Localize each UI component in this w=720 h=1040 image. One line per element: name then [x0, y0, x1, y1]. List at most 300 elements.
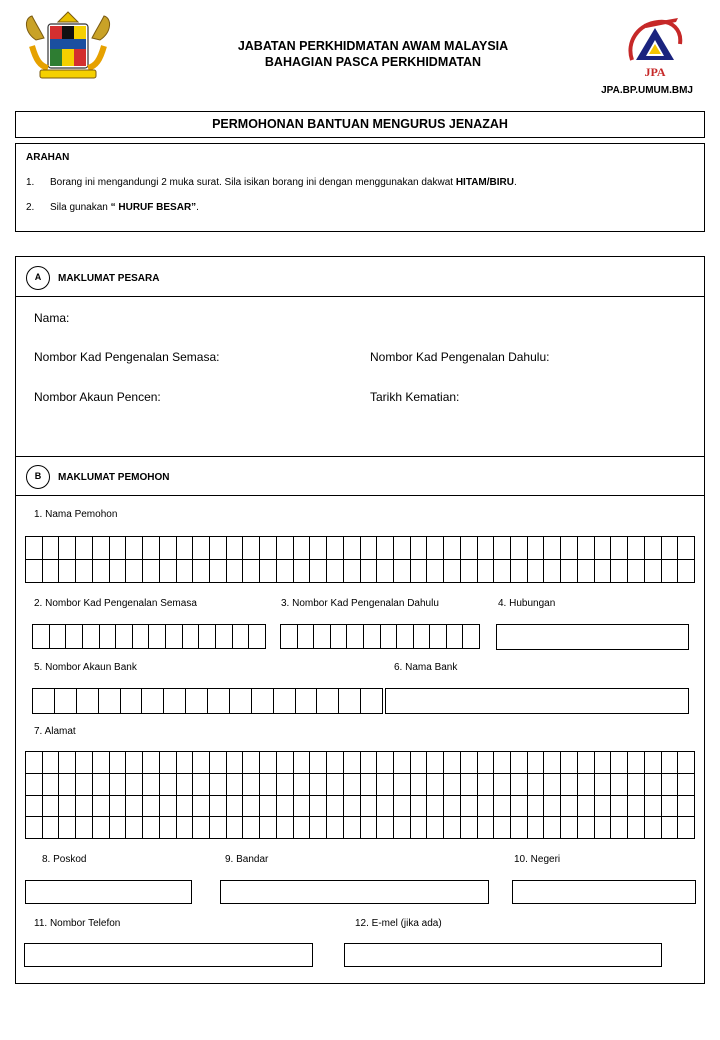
char-box[interactable]: [210, 752, 227, 774]
char-box[interactable]: [561, 774, 578, 796]
char-box[interactable]: [26, 817, 43, 839]
char-box[interactable]: [444, 752, 461, 774]
char-box[interactable]: [227, 796, 244, 818]
char-box[interactable]: [59, 537, 76, 560]
char-box[interactable]: [294, 817, 311, 839]
char-box[interactable]: [628, 796, 645, 818]
char-box[interactable]: [361, 796, 378, 818]
char-box[interactable]: [227, 817, 244, 839]
char-box[interactable]: [110, 817, 127, 839]
char-box[interactable]: [528, 774, 545, 796]
char-box[interactable]: [298, 625, 315, 649]
char-box[interactable]: [377, 817, 394, 839]
char-box[interactable]: [59, 796, 76, 818]
char-box[interactable]: [193, 537, 210, 560]
char-box[interactable]: [628, 560, 645, 583]
char-box[interactable]: [344, 560, 361, 583]
char-box[interactable]: [277, 817, 294, 839]
char-box[interactable]: [233, 625, 250, 649]
char-box[interactable]: [331, 625, 348, 649]
char-box[interactable]: [310, 537, 327, 560]
char-box[interactable]: [177, 537, 194, 560]
char-box[interactable]: [511, 774, 528, 796]
char-box[interactable]: [126, 752, 143, 774]
char-box[interactable]: [296, 689, 318, 714]
char-box[interactable]: [93, 752, 110, 774]
char-box[interactable]: [595, 796, 612, 818]
char-box[interactable]: [444, 774, 461, 796]
char-box[interactable]: [578, 796, 595, 818]
char-box[interactable]: [277, 560, 294, 583]
char-box[interactable]: [260, 817, 277, 839]
char-box[interactable]: [463, 625, 480, 649]
char-box[interactable]: [678, 560, 695, 583]
char-box[interactable]: [310, 560, 327, 583]
char-box[interactable]: [461, 774, 478, 796]
char-box[interactable]: [142, 689, 164, 714]
telefon-input[interactable]: [24, 943, 313, 967]
char-box[interactable]: [662, 796, 679, 818]
char-box[interactable]: [377, 752, 394, 774]
char-box[interactable]: [216, 625, 233, 649]
char-box[interactable]: [344, 796, 361, 818]
nama-pemohon-grid[interactable]: [25, 536, 695, 583]
char-box[interactable]: [447, 625, 464, 649]
char-box[interactable]: [427, 817, 444, 839]
char-box[interactable]: [310, 774, 327, 796]
char-box[interactable]: [227, 560, 244, 583]
char-box[interactable]: [478, 796, 495, 818]
char-box[interactable]: [277, 796, 294, 818]
char-box[interactable]: [595, 537, 612, 560]
char-box[interactable]: [662, 774, 679, 796]
char-box[interactable]: [50, 625, 67, 649]
negeri-input[interactable]: [512, 880, 696, 904]
char-box[interactable]: [59, 774, 76, 796]
char-box[interactable]: [394, 817, 411, 839]
char-box[interactable]: [361, 560, 378, 583]
char-box[interactable]: [260, 774, 277, 796]
char-box[interactable]: [110, 537, 127, 560]
char-box[interactable]: [364, 625, 381, 649]
char-box[interactable]: [444, 537, 461, 560]
char-box[interactable]: [126, 774, 143, 796]
char-box[interactable]: [43, 796, 60, 818]
char-box[interactable]: [377, 537, 394, 560]
char-box[interactable]: [611, 774, 628, 796]
char-box[interactable]: [110, 796, 127, 818]
ic-semasa-label: Nombor Kad Pengenalan Semasa:: [34, 350, 220, 364]
ic-dahulu-grid[interactable]: [280, 624, 480, 649]
char-box[interactable]: [377, 796, 394, 818]
char-box[interactable]: [281, 625, 298, 649]
char-box[interactable]: [210, 796, 227, 818]
char-box[interactable]: [561, 817, 578, 839]
char-box[interactable]: [494, 774, 511, 796]
emel-input[interactable]: [344, 943, 662, 967]
char-box[interactable]: [544, 796, 561, 818]
char-box[interactable]: [411, 817, 428, 839]
char-box[interactable]: [511, 796, 528, 818]
char-box[interactable]: [327, 774, 344, 796]
department-name: JABATAN PERKHIDMATAN AWAM MALAYSIA: [237, 39, 509, 53]
char-box[interactable]: [260, 537, 277, 560]
char-box[interactable]: [511, 560, 528, 583]
char-box[interactable]: [595, 774, 612, 796]
char-box[interactable]: [645, 752, 662, 774]
char-box[interactable]: [430, 625, 447, 649]
char-box[interactable]: [595, 752, 612, 774]
char-box[interactable]: [59, 752, 76, 774]
char-box[interactable]: [628, 752, 645, 774]
char-box[interactable]: [561, 796, 578, 818]
char-box[interactable]: [99, 689, 121, 714]
char-box[interactable]: [274, 689, 296, 714]
char-box[interactable]: [160, 774, 177, 796]
char-box[interactable]: [93, 796, 110, 818]
char-box[interactable]: [294, 752, 311, 774]
char-box[interactable]: [544, 752, 561, 774]
char-box[interactable]: [208, 689, 230, 714]
char-box[interactable]: [166, 625, 183, 649]
char-box[interactable]: [160, 817, 177, 839]
char-box[interactable]: [528, 752, 545, 774]
char-box[interactable]: [327, 796, 344, 818]
char-box[interactable]: [628, 817, 645, 839]
char-box[interactable]: [361, 689, 383, 714]
char-box[interactable]: [494, 817, 511, 839]
char-box[interactable]: [394, 796, 411, 818]
char-box[interactable]: [193, 817, 210, 839]
char-box[interactable]: [133, 625, 150, 649]
char-box[interactable]: [227, 537, 244, 560]
char-box[interactable]: [143, 796, 160, 818]
char-box[interactable]: [160, 537, 177, 560]
char-box[interactable]: [411, 560, 428, 583]
char-box[interactable]: [193, 796, 210, 818]
char-box[interactable]: [561, 560, 578, 583]
char-box[interactable]: [347, 625, 364, 649]
char-box[interactable]: [277, 774, 294, 796]
form-title: PERMOHONAN BANTUAN MENGURUS JENAZAH: [15, 111, 705, 138]
char-box[interactable]: [461, 560, 478, 583]
char-box[interactable]: [230, 689, 252, 714]
char-box[interactable]: [511, 817, 528, 839]
char-box[interactable]: [544, 537, 561, 560]
char-box[interactable]: [344, 752, 361, 774]
char-box[interactable]: [177, 774, 194, 796]
char-box[interactable]: [411, 752, 428, 774]
char-box[interactable]: [243, 796, 260, 818]
char-box[interactable]: [76, 774, 93, 796]
division-name: BAHAGIAN PASCA PERKHIDMATAN: [264, 55, 482, 69]
char-box[interactable]: [377, 774, 394, 796]
char-box[interactable]: [314, 625, 331, 649]
char-box[interactable]: [277, 752, 294, 774]
char-box[interactable]: [411, 537, 428, 560]
char-box[interactable]: [277, 537, 294, 560]
char-box[interactable]: [164, 689, 186, 714]
char-box[interactable]: [427, 560, 444, 583]
char-box[interactable]: [126, 796, 143, 818]
char-box[interactable]: [611, 796, 628, 818]
char-box[interactable]: [199, 625, 216, 649]
char-box[interactable]: [227, 752, 244, 774]
char-box[interactable]: [528, 537, 545, 560]
char-box[interactable]: [678, 796, 695, 818]
char-box[interactable]: [361, 817, 378, 839]
char-box[interactable]: [544, 774, 561, 796]
char-box[interactable]: [444, 796, 461, 818]
char-box[interactable]: [77, 689, 99, 714]
char-box[interactable]: [143, 537, 160, 560]
char-box[interactable]: [26, 774, 43, 796]
char-box[interactable]: [126, 817, 143, 839]
char-box[interactable]: [177, 817, 194, 839]
char-box[interactable]: [628, 537, 645, 560]
char-box[interactable]: [177, 796, 194, 818]
poskod-input[interactable]: [25, 880, 192, 904]
char-box[interactable]: [210, 537, 227, 560]
char-box[interactable]: [160, 752, 177, 774]
char-box[interactable]: [377, 560, 394, 583]
char-box[interactable]: [461, 817, 478, 839]
char-box[interactable]: [294, 560, 311, 583]
char-box[interactable]: [260, 560, 277, 583]
char-box[interactable]: [595, 560, 612, 583]
char-box[interactable]: [511, 537, 528, 560]
char-box[interactable]: [678, 817, 695, 839]
char-box[interactable]: [243, 774, 260, 796]
char-box[interactable]: [143, 817, 160, 839]
char-box[interactable]: [361, 537, 378, 560]
char-box[interactable]: [252, 689, 274, 714]
bandar-input[interactable]: [220, 880, 489, 904]
char-box[interactable]: [93, 817, 110, 839]
char-box[interactable]: [210, 560, 227, 583]
char-box[interactable]: [444, 560, 461, 583]
char-box[interactable]: [193, 560, 210, 583]
char-box[interactable]: [26, 560, 43, 583]
char-box[interactable]: [160, 560, 177, 583]
char-box[interactable]: [645, 560, 662, 583]
char-box[interactable]: [126, 560, 143, 583]
char-box[interactable]: [662, 560, 679, 583]
char-box[interactable]: [327, 752, 344, 774]
char-box[interactable]: [645, 796, 662, 818]
char-box[interactable]: [243, 560, 260, 583]
char-box[interactable]: [327, 560, 344, 583]
emel-label: 12. E-mel (jika ada): [355, 918, 442, 929]
char-box[interactable]: [210, 774, 227, 796]
char-box[interactable]: [578, 752, 595, 774]
char-box[interactable]: [544, 560, 561, 583]
char-box[interactable]: [177, 560, 194, 583]
char-box[interactable]: [43, 817, 60, 839]
char-box[interactable]: [511, 752, 528, 774]
akaun-bank-grid[interactable]: [32, 688, 383, 714]
char-box[interactable]: [478, 817, 495, 839]
char-box[interactable]: [528, 796, 545, 818]
char-box[interactable]: [381, 625, 398, 649]
char-box[interactable]: [394, 560, 411, 583]
char-box[interactable]: [339, 689, 361, 714]
char-box[interactable]: [210, 817, 227, 839]
char-box[interactable]: [578, 817, 595, 839]
char-box[interactable]: [494, 752, 511, 774]
char-box[interactable]: [260, 796, 277, 818]
char-box[interactable]: [645, 537, 662, 560]
char-box[interactable]: [33, 689, 55, 714]
char-box[interactable]: [327, 817, 344, 839]
char-box[interactable]: [494, 796, 511, 818]
char-box[interactable]: [478, 752, 495, 774]
char-box[interactable]: [126, 537, 143, 560]
char-box[interactable]: [427, 774, 444, 796]
char-box[interactable]: [26, 796, 43, 818]
char-box[interactable]: [186, 689, 208, 714]
char-box[interactable]: [394, 774, 411, 796]
char-box[interactable]: [414, 625, 431, 649]
char-box[interactable]: [444, 817, 461, 839]
char-box[interactable]: [528, 817, 545, 839]
char-box[interactable]: [43, 560, 60, 583]
char-box[interactable]: [310, 796, 327, 818]
char-box[interactable]: [193, 752, 210, 774]
char-box[interactable]: [611, 817, 628, 839]
char-box[interactable]: [260, 752, 277, 774]
char-box[interactable]: [93, 537, 110, 560]
char-box[interactable]: [611, 537, 628, 560]
char-box[interactable]: [249, 625, 266, 649]
char-box[interactable]: [578, 560, 595, 583]
char-box[interactable]: [183, 625, 200, 649]
char-box[interactable]: [227, 774, 244, 796]
char-box[interactable]: [678, 774, 695, 796]
char-box[interactable]: [662, 752, 679, 774]
char-box[interactable]: [110, 752, 127, 774]
char-box[interactable]: [43, 774, 60, 796]
char-box[interactable]: [397, 625, 414, 649]
char-box[interactable]: [494, 560, 511, 583]
char-box[interactable]: [93, 560, 110, 583]
char-box[interactable]: [611, 560, 628, 583]
char-box[interactable]: [294, 774, 311, 796]
char-box[interactable]: [43, 752, 60, 774]
char-box[interactable]: [478, 774, 495, 796]
char-box[interactable]: [561, 537, 578, 560]
alamat-grid[interactable]: [25, 751, 695, 839]
char-box[interactable]: [427, 537, 444, 560]
char-box[interactable]: [394, 537, 411, 560]
char-box[interactable]: [678, 537, 695, 560]
char-box[interactable]: [344, 537, 361, 560]
char-box[interactable]: [461, 752, 478, 774]
ic-semasa-grid[interactable]: [32, 624, 266, 649]
hubungan-input[interactable]: [496, 624, 689, 650]
char-box[interactable]: [310, 817, 327, 839]
char-box[interactable]: [544, 817, 561, 839]
char-box[interactable]: [26, 752, 43, 774]
char-box[interactable]: [243, 752, 260, 774]
char-box[interactable]: [394, 752, 411, 774]
char-box[interactable]: [411, 774, 428, 796]
char-box[interactable]: [561, 752, 578, 774]
char-box[interactable]: [628, 774, 645, 796]
char-box[interactable]: [26, 537, 43, 560]
char-box[interactable]: [33, 625, 50, 649]
char-box[interactable]: [344, 774, 361, 796]
char-box[interactable]: [662, 817, 679, 839]
char-box[interactable]: [461, 537, 478, 560]
char-box[interactable]: [427, 752, 444, 774]
char-box[interactable]: [149, 625, 166, 649]
char-box[interactable]: [83, 625, 100, 649]
char-box[interactable]: [327, 537, 344, 560]
char-box[interactable]: [76, 817, 93, 839]
char-box[interactable]: [110, 774, 127, 796]
char-box[interactable]: [294, 796, 311, 818]
char-box[interactable]: [143, 752, 160, 774]
char-box[interactable]: [411, 796, 428, 818]
char-box[interactable]: [662, 537, 679, 560]
char-box[interactable]: [317, 689, 339, 714]
char-box[interactable]: [76, 752, 93, 774]
char-box[interactable]: [478, 560, 495, 583]
char-box[interactable]: [361, 774, 378, 796]
char-box[interactable]: [55, 689, 77, 714]
char-box[interactable]: [678, 752, 695, 774]
char-box[interactable]: [110, 560, 127, 583]
char-box[interactable]: [578, 537, 595, 560]
char-box[interactable]: [645, 774, 662, 796]
char-box[interactable]: [578, 774, 595, 796]
char-box[interactable]: [611, 752, 628, 774]
char-box[interactable]: [478, 537, 495, 560]
char-box[interactable]: [361, 752, 378, 774]
nama-bank-input[interactable]: [385, 688, 689, 714]
char-box[interactable]: [160, 796, 177, 818]
char-box[interactable]: [461, 796, 478, 818]
char-box[interactable]: [43, 537, 60, 560]
char-box[interactable]: [93, 774, 110, 796]
char-box[interactable]: [344, 817, 361, 839]
char-box[interactable]: [177, 752, 194, 774]
char-box[interactable]: [66, 625, 83, 649]
char-box[interactable]: [116, 625, 133, 649]
char-box[interactable]: [59, 560, 76, 583]
char-box[interactable]: [310, 752, 327, 774]
char-box[interactable]: [76, 796, 93, 818]
char-box[interactable]: [494, 537, 511, 560]
char-box[interactable]: [143, 560, 160, 583]
char-box[interactable]: [294, 537, 311, 560]
char-box[interactable]: [243, 817, 260, 839]
char-box[interactable]: [595, 817, 612, 839]
char-box[interactable]: [193, 774, 210, 796]
char-box[interactable]: [645, 817, 662, 839]
char-box[interactable]: [427, 796, 444, 818]
char-box[interactable]: [100, 625, 117, 649]
char-box[interactable]: [76, 560, 93, 583]
char-box[interactable]: [59, 817, 76, 839]
char-box[interactable]: [528, 560, 545, 583]
char-box[interactable]: [243, 537, 260, 560]
instructions-heading: ARAHAN: [26, 152, 70, 163]
char-box[interactable]: [76, 537, 93, 560]
char-box[interactable]: [143, 774, 160, 796]
char-box[interactable]: [121, 689, 143, 714]
